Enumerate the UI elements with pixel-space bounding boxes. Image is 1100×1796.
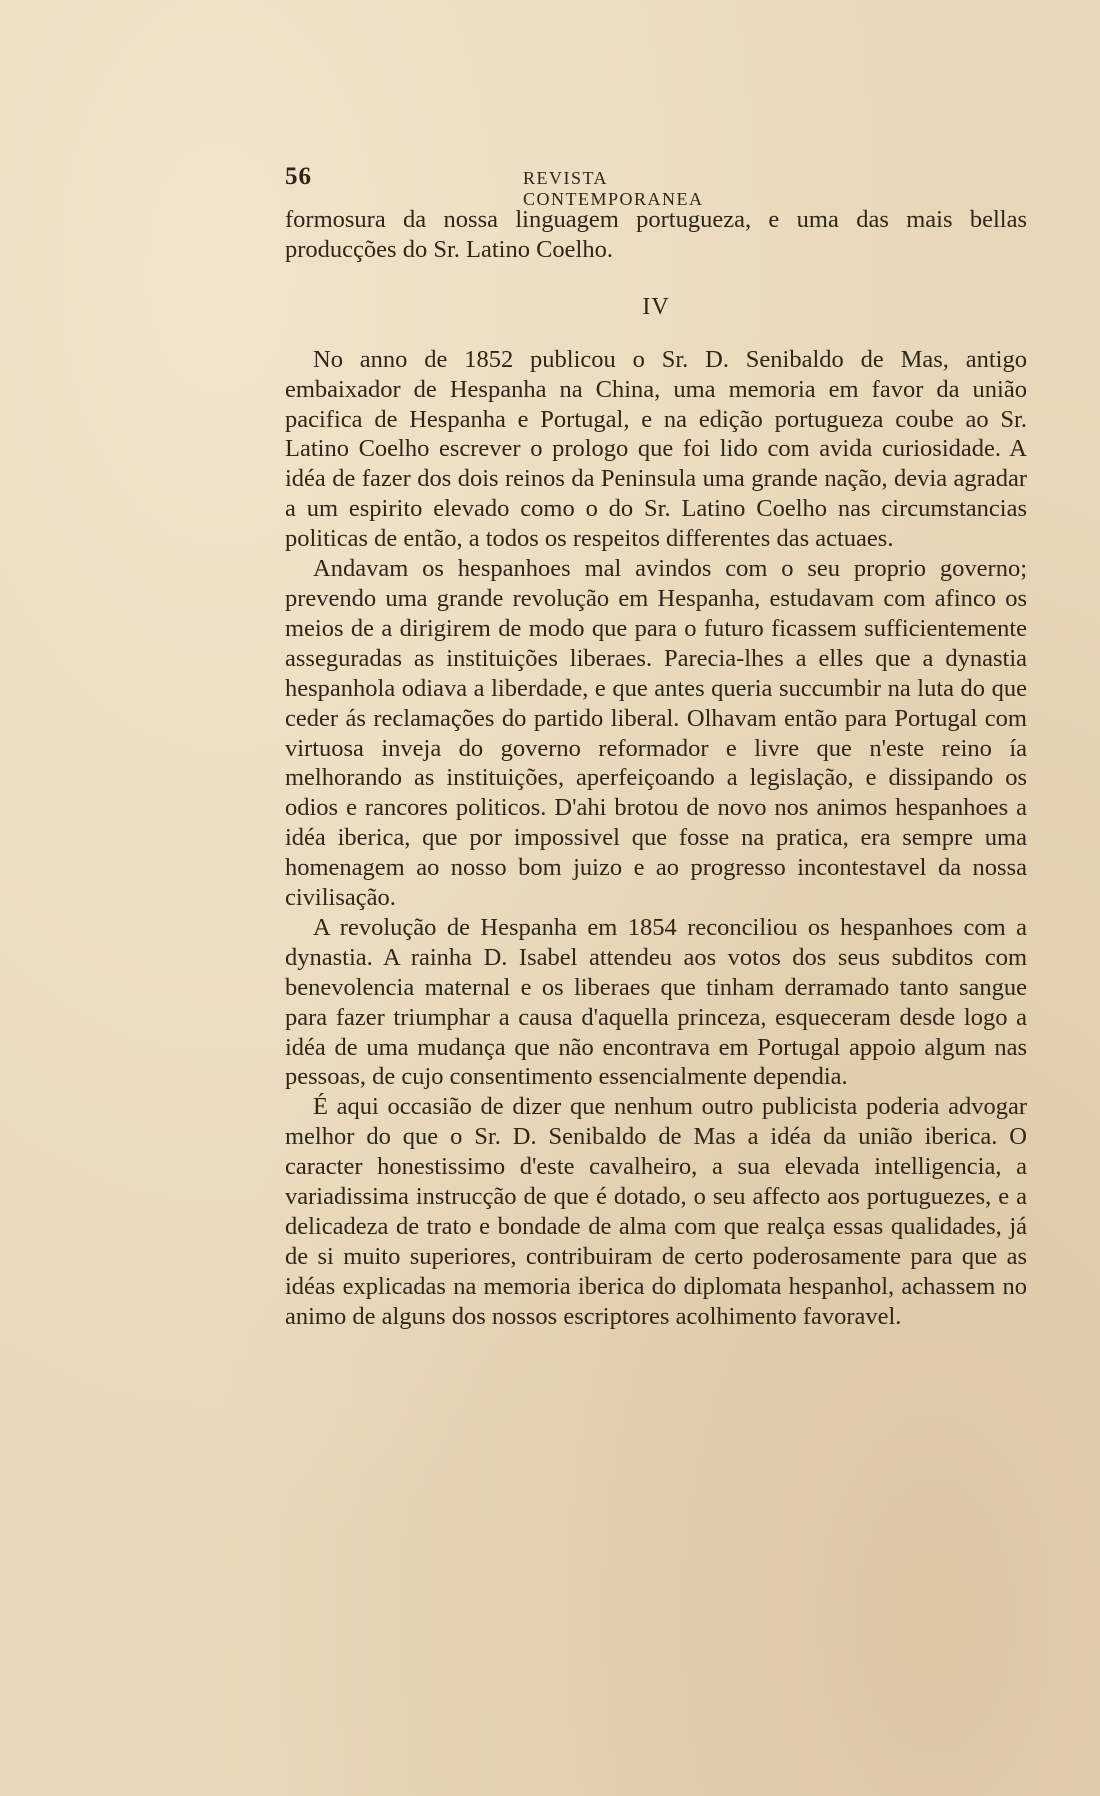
body-text bbox=[285, 205, 1027, 1332]
page-header bbox=[285, 163, 785, 209]
section-heading: IV bbox=[642, 293, 670, 320]
intro-paragraph: formosura da nossa linguagem portugueza, e uma das mais bellas producções do Sr. Latino Coelho. bbox=[285, 206, 1027, 263]
page-number: 56 bbox=[285, 163, 312, 190]
paragraph-3: A revolução de Hespanha em 1854 reconciliou os hespanhoes com a dynastia. A rainha D. Isabel attendeu aos votos dos seus subditos com benevolencia maternal e os liberaes que tinham derramado tanto sangue para fazer triumphar a causa d'aquella princeza, esqueceram desde logo a idéa de uma mudança que não encontrava em Portugal appoio algum nas pessoas, de cujo consentimento essencialmente dependia. bbox=[285, 913, 1027, 1091]
paragraph-4: É aqui occasião de dizer que nenhum outro publicista poderia advogar melhor do que o Sr. D. Senibaldo de Mas a idéa da união iberica. O caracter honestissimo d'este cavalheiro, a sua elevada intelligencia, a variadissima instrucção de que é dotado, o seu affecto aos portuguezes, e a delicadeza de trato e bondade de alma com que realça essas qualidades, já de si muito superiores, contribuiram de certo poderosamente para que as idéas explicadas na memoria iberica do diplomata hespanhol, achassem no animo de alguns dos nossos escriptores acolhimento favoravel. bbox=[285, 1093, 1027, 1330]
paragraph-1: No anno de 1852 publicou o Sr. D. Senibaldo de Mas, antigo embaixador de Hespanha na China, uma memoria em favor da união pacifica de Hespanha e Portugal, e na edição portugueza coube ao Sr. Latino Coelho escrever o prologo que foi lido com avida curiosidade. A idéa de fazer dos dois reinos da Peninsula uma grande nação, devia agradar a um espirito elevado como o do Sr. Latino Coelho nas circumstancias politicas de então, a todos os respeitos differentes das actuaes. bbox=[285, 345, 1027, 553]
paragraph-2: Andavam os hespanhoes mal avindos com o seu proprio governo; prevendo uma grande revolução em Hespanha, estudavam com afinco os meios de a dirigirem de modo que para o futuro ficassem sufficientemente asseguradas as instituições liberaes. Parecia-lhes a elles que a dynastia hespanhola odiava a liberdade, e que antes queria succumbir na luta do que ceder ás reclamações do partido liberal. Olhavam então para Portugal com virtuosa inveja do governo reformador e livre que n'este reino ía melhorando as instituições, aperfeiçoando a legislação, e dissipando os odios e rancores politicos. D'ahi brotou de novo nos animos hespanhoes a idéa iberica, que por impossivel que fosse na pratica, era sempre uma homenagem ao nosso bom juizo e ao progresso incontestavel da nossa civilisação. bbox=[285, 555, 1027, 912]
running-title: REVISTA CONTEMPORANEA bbox=[523, 168, 704, 209]
